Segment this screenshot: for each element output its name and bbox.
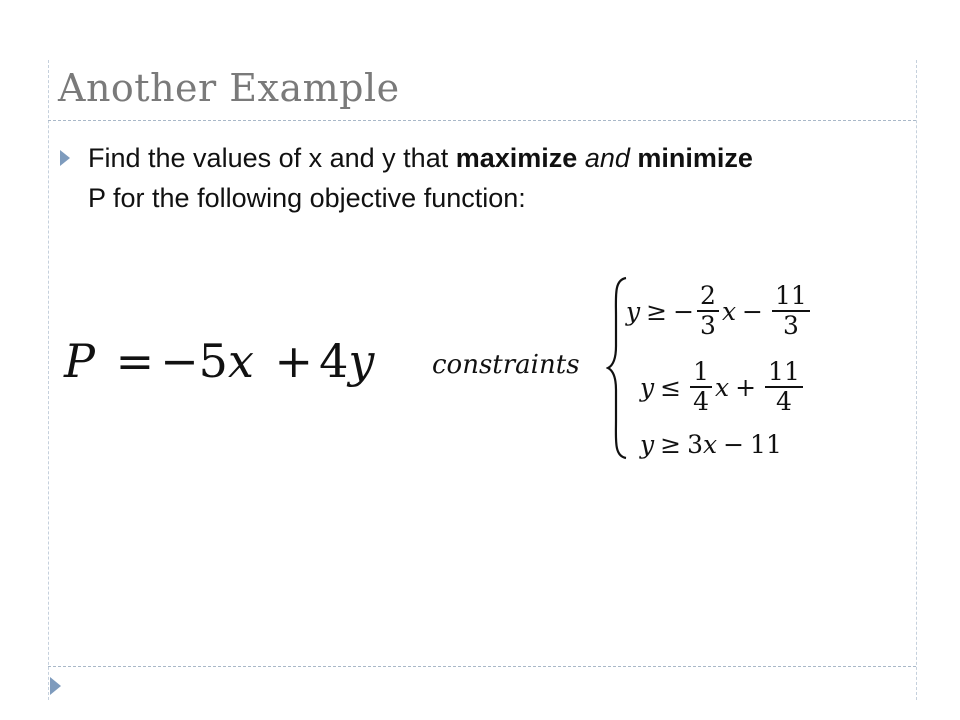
bullet-and: and [584,143,630,173]
c2-num1: 1 [693,357,709,386]
constraint-2 [640,352,806,422]
c3-coef: 3 [687,429,703,459]
c1-num1: 2 [700,281,716,310]
c3-const: 11 [750,429,782,459]
c1-den1: 3 [700,311,716,340]
bullet-maximize: maximize [455,143,578,173]
bullet-text [88,138,908,218]
c1-y: y [626,296,641,326]
c3-op: − [723,429,745,459]
bullet-minimize: minimize [637,143,753,173]
c2-num2: 11 [768,357,800,386]
c2-y: y [640,372,655,402]
c1-den2: 3 [782,311,799,340]
c1-op: − [742,296,763,326]
c1-sign: − [673,296,695,326]
c3-x: x [702,429,718,459]
c2-relation: ≤ [660,372,682,402]
c2-fraction-2 [765,358,803,416]
c3-relation: ≥ [660,429,682,459]
c1-fraction-1 [697,282,719,340]
left-brace-icon [606,276,628,460]
left-guide-line [48,60,49,700]
objective-var2: y [348,334,375,388]
objective-coef1: −5 [160,334,228,388]
objective-function [64,334,374,388]
c1-num2: 11 [775,281,807,310]
footer-divider [48,666,916,667]
title-divider [48,120,916,121]
c1-x: x [721,296,737,326]
c2-op: + [735,372,757,402]
c1-relation: ≥ [646,296,668,326]
c1-fraction-2 [772,282,810,340]
objective-coef2: 4 [319,334,349,388]
footer-arrow-icon [50,677,61,695]
c2-den2: 4 [776,387,792,416]
right-guide-line [916,60,917,700]
objective-equals: = [115,334,155,388]
c2-fraction-1 [690,358,712,416]
slide-title: Another Example [58,66,400,110]
bullet-part1: Find the values of x and y that [88,143,456,173]
constraint-1 [626,276,813,346]
objective-plus: + [274,334,314,388]
objective-var1: x [227,334,254,388]
constraints-label: constraints [432,350,580,380]
c2-x: x [714,372,730,402]
bullet-arrow-icon [60,150,70,166]
constraint-3 [640,424,782,464]
bullet-part2: P for the following objective function: [88,183,526,213]
c3-y: y [640,429,655,459]
objective-lhs: P [64,334,95,388]
c2-den1: 4 [693,387,709,416]
